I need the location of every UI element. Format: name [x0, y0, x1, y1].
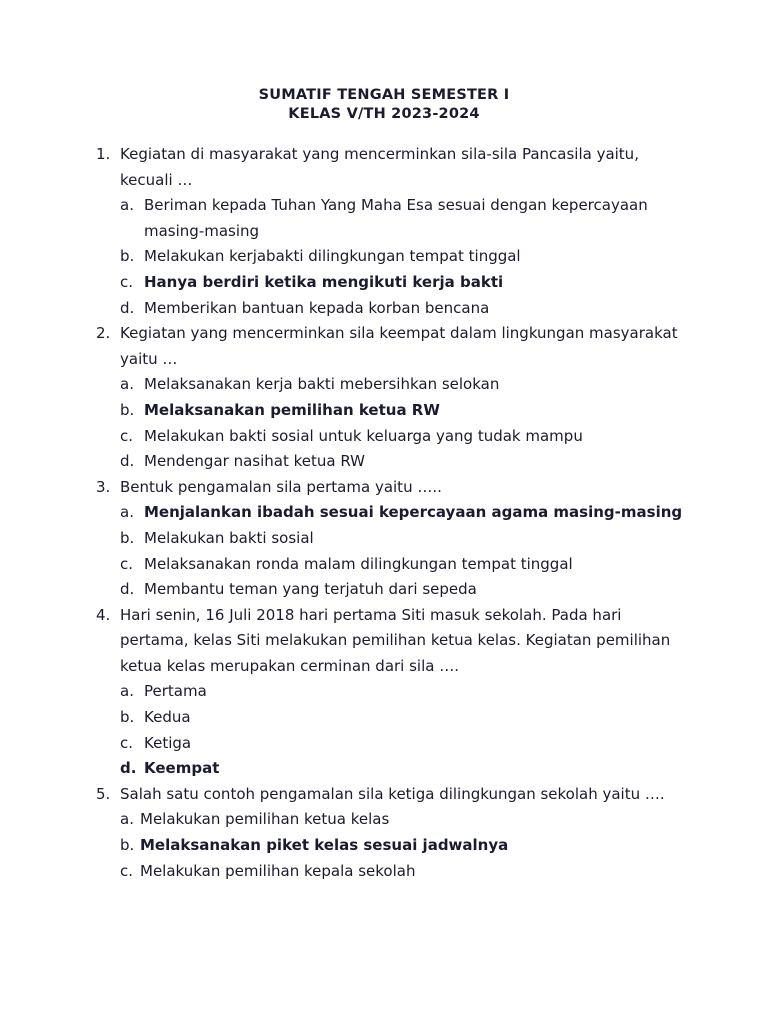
title-line-1: SUMATIF TENGAH SEMESTER I [258, 87, 510, 103]
question-list [96, 142, 686, 884]
option-d [120, 449, 686, 475]
option-text: Keempat [144, 759, 220, 778]
option-text: Membantu teman yang terjatuh dari sepeda [144, 580, 477, 599]
question-1 [96, 142, 686, 321]
option-text: Memberikan bantuan kepada korban bencana [144, 298, 490, 317]
option-b-answer [120, 833, 686, 859]
question-number: 2. [96, 324, 111, 343]
option-list [120, 372, 686, 474]
option-text: Hanya berdiri ketika mengikuti kerja bakti [144, 272, 504, 291]
option-label: d. [120, 580, 135, 599]
option-label: a. [120, 196, 134, 215]
option-label: d. [120, 298, 135, 317]
option-b [120, 526, 686, 552]
question-5 [96, 782, 686, 884]
option-list [120, 679, 686, 781]
option-text: Ketiga [144, 733, 192, 752]
option-a [120, 807, 686, 833]
option-label: d. [120, 759, 137, 778]
option-b [120, 705, 686, 731]
option-label: b. [120, 528, 135, 547]
option-label: d. [120, 452, 135, 471]
option-label: b. [120, 836, 135, 855]
option-c [120, 424, 686, 450]
option-text: Mendengar nasihat ketua RW [144, 452, 365, 471]
option-label: c. [120, 426, 134, 445]
option-c [120, 552, 686, 578]
document-title [0, 86, 768, 124]
question-text: Kegiatan yang mencerminkan sila keempat dalam lingkungan masyarakat yaitu … [120, 324, 678, 368]
option-label: a. [120, 503, 134, 522]
option-text: Melaksanakan piket kelas sesuai jadwalnya [140, 836, 509, 855]
option-text: Pertama [144, 682, 207, 701]
question-number: 3. [96, 477, 111, 496]
option-a-answer [120, 500, 686, 526]
question-text: Bentuk pengamalan sila pertama yaitu ….. [120, 477, 442, 496]
option-label: a. [120, 375, 134, 394]
option-label: b. [120, 247, 135, 266]
question-number: 1. [96, 145, 111, 163]
option-text: Melaksanakan ronda malam dilingkungan tempat tinggal [144, 554, 573, 573]
option-c-answer [120, 270, 686, 296]
option-label: c. [120, 861, 134, 880]
option-text: Melakukan kerjabakti dilingkungan tempat tinggal [144, 247, 521, 266]
option-label: c. [120, 733, 134, 752]
option-text: Melakukan pemilihan ketua kelas [140, 810, 390, 829]
question-3 [96, 475, 686, 603]
option-label: c. [120, 554, 134, 573]
question-number: 4. [96, 605, 111, 624]
option-text: Kedua [144, 708, 191, 727]
option-d [120, 296, 686, 322]
option-a [120, 679, 686, 705]
question-number: 5. [96, 784, 111, 803]
title-line-2: KELAS V/TH 2023-2024 [288, 106, 480, 122]
option-d [120, 577, 686, 603]
option-text: Melakukan bakti sosial [144, 528, 314, 547]
option-list [120, 500, 686, 602]
option-text: Melakukan pemilihan kepala sekolah [140, 861, 416, 880]
question-text: Salah satu contoh pengamalan sila ketiga dilingkungan sekolah yaitu …. [120, 784, 665, 803]
question-text: Hari senin, 16 Juli 2018 hari pertama Siti masuk sekolah. Pada hari pertama, kelas Siti melakukan pemilihan ketua kelas. Kegiatan pemilihan ketua kelas merupakan cerminan dari sila …. [120, 605, 671, 675]
question-4 [96, 603, 686, 782]
option-a [120, 193, 686, 244]
option-text: Menjalankan ibadah sesuai kepercayaan agama masing-masing [144, 503, 683, 522]
option-text: Melaksanakan pemilihan ketua RW [144, 400, 440, 419]
option-d-answer [120, 756, 686, 782]
question-text: Kegiatan di masyarakat yang mencerminkan sila-sila Pancasila yaitu, kecuali … [120, 145, 639, 189]
option-list [120, 807, 686, 884]
option-label: c. [120, 272, 134, 291]
option-list [120, 193, 686, 321]
option-text: Melakukan bakti sosial untuk keluarga yang tudak mampu [144, 426, 583, 445]
option-label: a. [120, 810, 134, 829]
option-b [120, 244, 686, 270]
option-text: Beriman kepada Tuhan Yang Maha Esa sesuai dengan kepercayaan masing-masing [144, 196, 648, 240]
option-label: b. [120, 708, 135, 727]
option-text: Melaksanakan kerja bakti mebersihkan selokan [144, 375, 500, 394]
option-a [120, 372, 686, 398]
option-label: b. [120, 400, 135, 419]
option-b-answer [120, 398, 686, 424]
option-c [120, 859, 686, 885]
option-c [120, 731, 686, 757]
option-label: a. [120, 682, 134, 701]
question-2 [96, 321, 686, 475]
